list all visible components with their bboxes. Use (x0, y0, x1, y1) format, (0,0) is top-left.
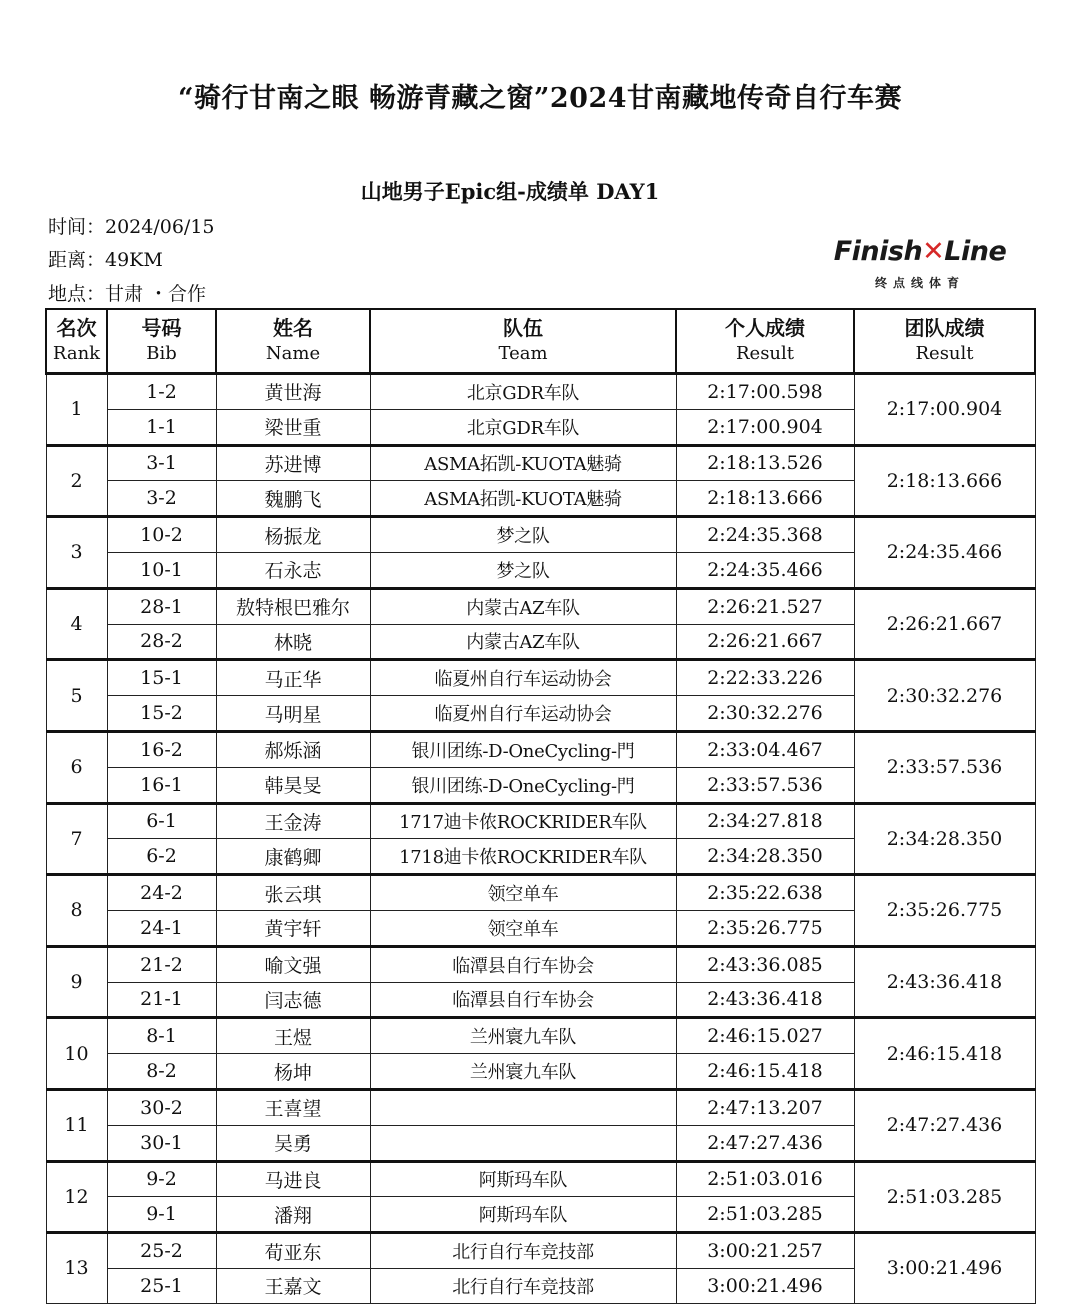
logo-word-a: Finish (833, 236, 923, 267)
rank-cell: 12 (46, 1161, 107, 1233)
header-individual-result: 个人成绩 Result (676, 309, 854, 374)
results-table (45, 308, 1036, 1304)
result-cell: 2:46:15.027 (676, 1018, 854, 1054)
team-cell: 阿斯玛车队 (370, 1197, 676, 1233)
table-row (46, 1018, 1035, 1054)
table-row (46, 1161, 1035, 1197)
team-result-cell: 3:00:21.496 (854, 1233, 1035, 1304)
results-body (46, 374, 1035, 1304)
team-cell: ASMA拓凯-KUOTA魅骑 (370, 481, 676, 517)
team-cell: 兰州寰九车队 (370, 1018, 676, 1054)
result-cell: 2:51:03.016 (676, 1161, 854, 1197)
table-row (46, 660, 1035, 696)
result-cell: 2:18:13.526 (676, 445, 854, 481)
name-cell: 黄宇轩 (216, 910, 370, 946)
name-cell: 黄世海 (216, 374, 370, 410)
team-result-cell: 2:47:27.436 (854, 1089, 1035, 1161)
bib-cell: 9-2 (107, 1161, 216, 1197)
name-cell: 闫志德 (216, 982, 370, 1018)
team-result-cell: 2:46:15.418 (854, 1018, 1035, 1090)
bib-cell: 16-1 (107, 767, 216, 803)
result-cell: 2:33:57.536 (676, 767, 854, 803)
result-cell: 2:18:13.666 (676, 481, 854, 517)
team-cell: 银川团练-D-OneCycling-門 (370, 731, 676, 767)
bib-cell: 16-2 (107, 731, 216, 767)
team-cell: 领空单车 (370, 875, 676, 911)
team-cell: 临潭县自行车协会 (370, 946, 676, 982)
team-result-cell: 2:18:13.666 (854, 445, 1035, 517)
bib-cell: 28-2 (107, 624, 216, 660)
team-cell: 兰州寰九车队 (370, 1054, 676, 1090)
rank-cell: 4 (46, 588, 107, 660)
table-row (46, 445, 1035, 481)
name-cell: 王喜望 (216, 1089, 370, 1125)
team-cell: 银川团练-D-OneCycling-門 (370, 767, 676, 803)
rank-cell: 3 (46, 517, 107, 589)
table-row (46, 803, 1035, 839)
rank-cell: 6 (46, 731, 107, 803)
bib-cell: 3-2 (107, 481, 216, 517)
name-cell: 梁世重 (216, 409, 370, 445)
result-cell: 2:22:33.226 (676, 660, 854, 696)
result-cell: 2:33:04.467 (676, 731, 854, 767)
name-cell: 吴勇 (216, 1125, 370, 1161)
bib-cell: 6-1 (107, 803, 216, 839)
bib-cell: 10-1 (107, 552, 216, 588)
bib-cell: 24-1 (107, 910, 216, 946)
team-cell: ASMA拓凯-KUOTA魅骑 (370, 445, 676, 481)
team-cell: 临夏州自行车运动协会 (370, 696, 676, 732)
result-cell: 2:26:21.667 (676, 624, 854, 660)
rank-cell: 1 (46, 374, 107, 446)
name-cell: 荀亚东 (216, 1233, 370, 1269)
team-cell: 北行自行车竞技部 (370, 1233, 676, 1269)
logo-subtitle: 终点线体育 (874, 276, 965, 290)
team-result-cell: 2:33:57.536 (854, 731, 1035, 803)
name-cell: 王金涛 (216, 803, 370, 839)
result-cell: 3:00:21.496 (676, 1268, 854, 1303)
team-cell: 临潭县自行车协会 (370, 982, 676, 1018)
name-cell: 王煜 (216, 1018, 370, 1054)
table-row (46, 1233, 1035, 1269)
bib-cell: 3-1 (107, 445, 216, 481)
result-cell: 2:51:03.285 (676, 1197, 854, 1233)
table-row (46, 875, 1035, 911)
bib-cell: 24-2 (107, 875, 216, 911)
team-result-cell: 2:43:36.418 (854, 946, 1035, 1018)
meta-time: 时间：2024/06/15 (48, 216, 215, 238)
team-result-cell: 2:30:32.276 (854, 660, 1035, 732)
result-cell: 2:34:27.818 (676, 803, 854, 839)
logo-word-b: Line (944, 236, 1007, 267)
team-cell: 领空单车 (370, 910, 676, 946)
team-cell: 北京GDR车队 (370, 374, 676, 410)
bib-cell: 25-2 (107, 1233, 216, 1269)
table-row (46, 1089, 1035, 1125)
table-row (46, 946, 1035, 982)
bib-cell: 6-2 (107, 839, 216, 875)
result-cell: 2:47:27.436 (676, 1125, 854, 1161)
name-cell: 杨坤 (216, 1054, 370, 1090)
result-cell: 2:17:00.598 (676, 374, 854, 410)
name-cell: 敖特根巴雅尔 (216, 588, 370, 624)
logo-wordmark (815, 236, 1025, 267)
name-cell: 郝烁涵 (216, 731, 370, 767)
result-cell: 3:00:21.257 (676, 1233, 854, 1269)
name-cell: 石永志 (216, 552, 370, 588)
result-cell: 2:24:35.368 (676, 517, 854, 553)
bib-cell: 9-1 (107, 1197, 216, 1233)
header-rank: 名次 Rank (46, 309, 107, 374)
bib-cell: 30-1 (107, 1125, 216, 1161)
header-name: 姓名 Name (216, 309, 370, 374)
table-row (46, 374, 1035, 410)
team-result-cell: 2:51:03.285 (854, 1161, 1035, 1233)
table-row (46, 588, 1035, 624)
result-cell: 2:24:35.466 (676, 552, 854, 588)
team-cell: 北京GDR车队 (370, 409, 676, 445)
bib-cell: 8-1 (107, 1018, 216, 1054)
bib-cell: 15-2 (107, 696, 216, 732)
rank-cell: 10 (46, 1018, 107, 1090)
name-cell: 潘翔 (216, 1197, 370, 1233)
team-cell: 内蒙古AZ车队 (370, 624, 676, 660)
bib-cell: 1-1 (107, 409, 216, 445)
meta-distance: 距离：49KM (48, 249, 163, 271)
team-result-cell: 2:24:35.466 (854, 517, 1035, 589)
team-result-cell: 2:17:00.904 (854, 374, 1035, 446)
name-cell: 马进良 (216, 1161, 370, 1197)
team-cell: 1717迪卡侬ROCKRIDER车队 (370, 803, 676, 839)
rank-cell: 2 (46, 445, 107, 517)
result-cell: 2:43:36.418 (676, 982, 854, 1018)
name-cell: 马明星 (216, 696, 370, 732)
bib-cell: 30-2 (107, 1089, 216, 1125)
rank-cell: 5 (46, 660, 107, 732)
result-cell: 2:17:00.904 (676, 409, 854, 445)
team-result-cell: 2:35:26.775 (854, 875, 1035, 947)
team-cell: 内蒙古AZ车队 (370, 588, 676, 624)
header-team: 队伍 Team (370, 309, 676, 374)
table-row (46, 731, 1035, 767)
bib-cell: 28-1 (107, 588, 216, 624)
name-cell: 苏进博 (216, 445, 370, 481)
result-cell: 2:35:26.775 (676, 910, 854, 946)
team-cell: 梦之队 (370, 552, 676, 588)
result-cell: 2:46:15.418 (676, 1054, 854, 1090)
bib-cell: 21-1 (107, 982, 216, 1018)
bib-cell: 15-1 (107, 660, 216, 696)
result-cell: 2:43:36.085 (676, 946, 854, 982)
name-cell: 魏鹏飞 (216, 481, 370, 517)
rank-cell: 13 (46, 1233, 107, 1304)
name-cell: 韩昊旻 (216, 767, 370, 803)
name-cell: 王嘉文 (216, 1268, 370, 1303)
header-bib: 号码 Bib (107, 309, 216, 374)
team-cell: 临夏州自行车运动协会 (370, 660, 676, 696)
name-cell: 张云琪 (216, 875, 370, 911)
name-cell: 杨振龙 (216, 517, 370, 553)
bib-cell: 1-2 (107, 374, 216, 410)
page-title: “骑行甘南之眼 畅游青藏之窗”2024甘南藏地传奇自行车赛 (177, 83, 903, 114)
team-cell: 阿斯玛车队 (370, 1161, 676, 1197)
name-cell: 林晓 (216, 624, 370, 660)
team-result-cell: 2:34:28.350 (854, 803, 1035, 875)
team-cell: 1718迪卡侬ROCKRIDER车队 (370, 839, 676, 875)
table-header-row (46, 309, 1035, 374)
team-cell: 北行自行车竞技部 (370, 1268, 676, 1303)
rank-cell: 8 (46, 875, 107, 947)
team-cell (370, 1125, 676, 1161)
team-cell (370, 1089, 676, 1125)
rank-cell: 11 (46, 1089, 107, 1161)
name-cell: 康鹤卿 (216, 839, 370, 875)
result-cell: 2:35:22.638 (676, 875, 854, 911)
name-cell: 喻文强 (216, 946, 370, 982)
table-row (46, 517, 1035, 553)
result-cell: 2:34:28.350 (676, 839, 854, 875)
bib-cell: 21-2 (107, 946, 216, 982)
rank-cell: 7 (46, 803, 107, 875)
team-result-cell: 2:26:21.667 (854, 588, 1035, 660)
runner-icon: ✕ (922, 236, 945, 267)
bib-cell: 25-1 (107, 1268, 216, 1303)
meta-location: 地点：甘肃 ・合作 (48, 283, 207, 305)
bib-cell: 8-2 (107, 1054, 216, 1090)
team-cell: 梦之队 (370, 517, 676, 553)
result-cell: 2:26:21.527 (676, 588, 854, 624)
results-subtitle: 山地男子Epic组-成绩单 DAY1 (360, 179, 660, 204)
bib-cell: 10-2 (107, 517, 216, 553)
result-cell: 2:47:13.207 (676, 1089, 854, 1125)
name-cell: 马正华 (216, 660, 370, 696)
result-cell: 2:30:32.276 (676, 696, 854, 732)
rank-cell: 9 (46, 946, 107, 1018)
header-team-result: 团队成绩 Result (854, 309, 1035, 374)
finish-line-logo (815, 236, 1025, 294)
